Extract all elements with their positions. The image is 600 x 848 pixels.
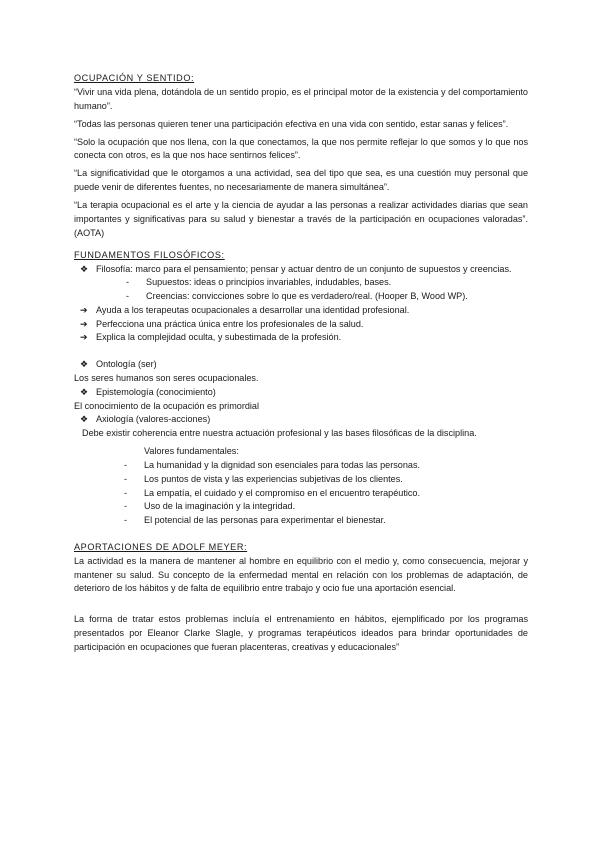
quote-1: “Vivir una vida plena, dotándola de un sentido propio, es el principal motor de la existencia y del comportamiento humano”. xyxy=(74,86,528,111)
arrow-right-icon: ➔ xyxy=(80,332,88,343)
sub-item-creencias xyxy=(74,290,528,304)
heading-fundamentos: FUNDAMENTOS FILOSÓFICOS: xyxy=(74,249,225,260)
arrow-item-1 xyxy=(74,304,528,318)
quote-2: “Todas las personas quieren tener una participación efectiva en una vida con sentido, estar sanas y felices”. xyxy=(74,118,509,129)
arrow-item-text: Perfecciona una práctica única entre los profesionales de la salud. xyxy=(96,318,364,329)
ontologia-text: Los seres humanos son seres ocupacionales. xyxy=(74,373,259,384)
dash-icon: - xyxy=(124,515,128,526)
dash-icon: - xyxy=(124,460,128,471)
sub-item-text: Creencias: convicciones sobre lo que es verdadero/real. (Hooper B, Wood WP). xyxy=(146,291,468,302)
bullet-ontologia xyxy=(74,358,528,372)
bullet-axiologia xyxy=(74,413,528,427)
sub-item-text: Supuestos: ideas o principios invariables, indudables, bases. xyxy=(146,277,392,288)
bullet-epistemologia xyxy=(74,386,528,400)
bullet-filosofia xyxy=(74,263,528,277)
quote-4: “La significatividad que le otorgamos a una actividad, sea del tipo que sea, es una cuestión muy personal que puede venir de diferentes fuentes, no necesariamente de manera simultánea”. xyxy=(74,168,528,193)
value-item xyxy=(74,473,528,487)
arrow-item-2 xyxy=(74,318,528,332)
arrow-right-icon: ➔ xyxy=(80,304,88,315)
arrow-item-text: Ayuda a los terapeutas ocupacionales a desarrollar una identidad profesional. xyxy=(96,304,410,315)
sub-item-supuestos xyxy=(74,276,528,290)
dash-icon: - xyxy=(126,291,130,302)
meyer-paragraph-2: La forma de tratar estos problemas incluía el entrenamiento en hábitos, ejemplificado por los programas presentados por Eleanor Clarke Slagle, y programas terapéuticos ideados para brindar oportunidades de participación en ocupaciones que fueran placenteras, creativas y educacionales” xyxy=(74,614,528,652)
meyer-paragraph-1: La actividad es la manera de mantener al hombre en equilibrio con el medio y, como consecuencia, mejorar y mantener su salud. Su concepto de la enfermedad mental en relación con los problemas de adaptación, de deterioro de los hábitos y de falta de equilibrio entre trabajo y ocio fue una aportación esencial. xyxy=(74,555,528,594)
arrow-item-3 xyxy=(74,331,528,345)
epistemologia-label: Epistemología (conocimiento) xyxy=(96,386,216,397)
arrow-right-icon: ➔ xyxy=(80,318,88,329)
quote-5: “La terapia ocupacional es el arte y la ciencia de ayudar a las personas a realizar actividades diarias que sean importantes y significativas para su salud y bienestar a través de la participación en ocupaciones valoradas”. (AOTA) xyxy=(74,200,528,238)
quote-3: “Solo la ocupación que nos llena, con la que conectamos, la que nos permite reflejar lo que somos y lo que nos conecta con otros, es la que nos hace sentirnos felices”. xyxy=(74,136,528,161)
diamond-bullet-icon: ❖ xyxy=(80,414,89,425)
axiologia-text: Debe existir coherencia entre nuestra actuación profesional y las bases filosóficas de la disciplina. xyxy=(82,428,477,439)
arrow-item-text: Explica la complejidad oculta, y subestimada de la profesión. xyxy=(96,332,342,343)
ontologia-label: Ontología (ser) xyxy=(96,359,157,370)
heading-meyer: APORTACIONES DE ADOLF MEYER: xyxy=(74,542,248,553)
diamond-bullet-icon: ❖ xyxy=(80,263,89,274)
value-item xyxy=(74,514,528,528)
value-text: Uso de la imaginación y la integridad. xyxy=(144,501,296,512)
value-text: La empatía, el cuidado y el compromiso en el encuentro terapéutico. xyxy=(144,487,421,498)
dash-icon: - xyxy=(124,501,128,512)
value-item xyxy=(74,487,528,501)
diamond-bullet-icon: ❖ xyxy=(80,386,89,397)
heading-ocupacion: OCUPACIÓN Y SENTIDO: xyxy=(74,73,195,83)
value-item xyxy=(74,459,528,473)
value-text: La humanidad y la dignidad son esenciales para todas las personas. xyxy=(144,460,421,471)
dash-icon: - xyxy=(124,487,128,498)
dash-icon: - xyxy=(126,277,130,288)
value-item xyxy=(74,500,528,514)
value-text: Los puntos de vista y las experiencias subjetivas de los clientes. xyxy=(144,473,403,484)
values-title: Valores fundamentales: xyxy=(144,446,239,457)
axiologia-label: Axiología (valores-acciones) xyxy=(96,414,211,425)
diamond-bullet-icon: ❖ xyxy=(80,359,89,370)
value-text: El potencial de las personas para experimentar el bienestar. xyxy=(144,515,386,526)
filosofia-text: Filosofía: marco para el pensamiento; pensar y actuar dentro de un conjunto de supuestos y creencias. xyxy=(96,263,512,274)
dash-icon: - xyxy=(124,473,128,484)
document-page xyxy=(74,72,528,659)
epistemologia-text: El conocimiento de la ocupación es primordial xyxy=(74,400,260,411)
